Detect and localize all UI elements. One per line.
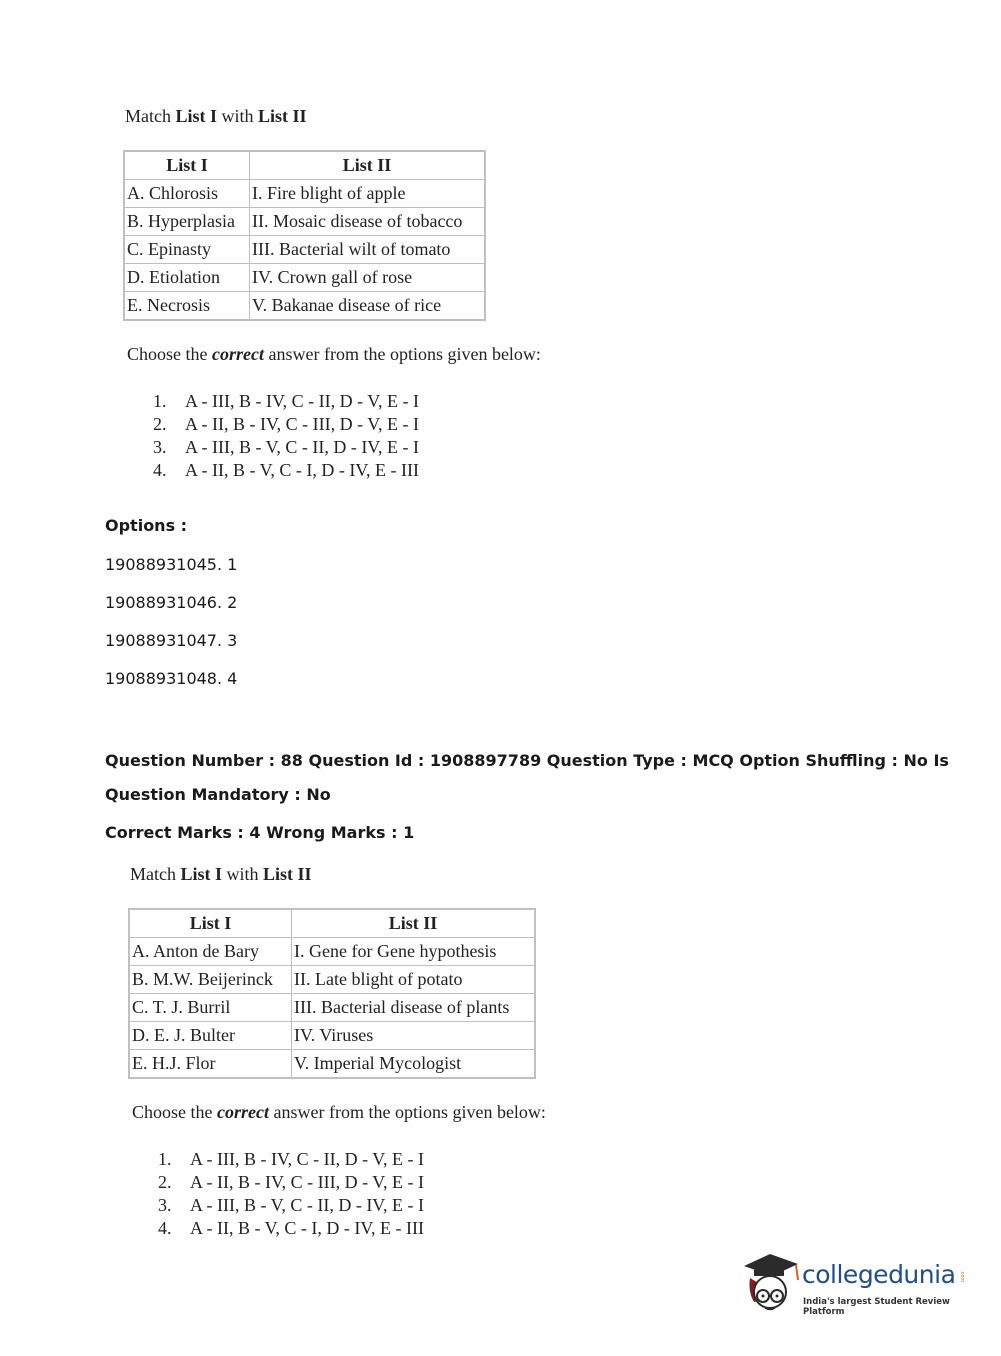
option-item-3: 19088931047. 3 [105, 631, 238, 650]
table-row: C. T. J. Burril III. Bacterial disease of plants [129, 994, 535, 1022]
list1-header: List I [129, 909, 292, 938]
list2-header: List II [250, 151, 486, 180]
options-label: Options : [105, 516, 188, 535]
list-item: 4. A - II, B - V, C - I, D - IV, E - III [158, 1218, 424, 1238]
table-row: A. Chlorosis I. Fire blight of apple [124, 180, 485, 208]
list2-header: List II [292, 909, 536, 938]
question1-intro: Match List I with List II [125, 106, 307, 126]
table-row: E. Necrosis V. Bakanae disease of rice [124, 292, 485, 321]
question-marks: Correct Marks : 4 Wrong Marks : 1 [105, 823, 415, 842]
table-row: D. E. J. Bulter IV. Viruses [129, 1022, 535, 1050]
option-item-2: 19088931046. 2 [105, 593, 238, 612]
collegedunia-logo[interactable] [740, 1250, 980, 1320]
list-item: 2. A - II, B - IV, C - III, D - V, E - I [153, 414, 419, 434]
logo-tagline: India's largest Student Review Platform [803, 1297, 950, 1317]
question1-choose-text: Choose the correct answer from the options given below: [127, 344, 541, 364]
option-item-1: 19088931045. 1 [105, 555, 238, 574]
option-item-4: 19088931048. 4 [105, 669, 238, 688]
question-info-line2: Question Mandatory : No [105, 785, 331, 804]
logo-dotcom: .com [959, 1270, 965, 1283]
table-header-row [129, 909, 535, 938]
list-item: 1. A - III, B - IV, C - II, D - V, E - I [158, 1149, 424, 1169]
table-header-row [124, 151, 485, 180]
question1-image [125, 106, 541, 482]
list-item: 3. A - III, B - V, C - II, D - IV, E - I [153, 437, 419, 457]
list-item: 1. A - III, B - IV, C - II, D - V, E - I [153, 391, 419, 411]
table-row: B. M.W. Beijerinck II. Late blight of potato [129, 966, 535, 994]
table-row: E. H.J. Flor V. Imperial Mycologist [129, 1050, 535, 1079]
table-row: D. Etiolation IV. Crown gall of rose [124, 264, 485, 292]
table-row: A. Anton de Bary I. Gene for Gene hypothesis [129, 938, 535, 966]
question2-image [130, 864, 546, 1240]
question1-match-table [123, 150, 486, 321]
list1-header: List I [124, 151, 250, 180]
table-row: B. Hyperplasia II. Mosaic disease of tobacco [124, 208, 485, 236]
table-row: C. Epinasty III. Bacterial wilt of tomato [124, 236, 485, 264]
logo-brand-text: collegedunia [802, 1260, 956, 1289]
question-info-line1: Question Number : 88 Question Id : 1908897789 Question Type : MCQ Option Shuffling : No Is [105, 751, 949, 770]
list-item: 3. A - III, B - V, C - II, D - IV, E - I [158, 1195, 424, 1215]
list-item: 4. A - II, B - V, C - I, D - IV, E - III [153, 460, 419, 480]
question2-intro: Match List I with List II [130, 864, 312, 884]
question2-choose-text: Choose the correct answer from the options given below: [132, 1102, 546, 1122]
question2-answer-list [130, 1148, 546, 1240]
question2-match-table [128, 908, 536, 1079]
list-item: 2. A - II, B - IV, C - III, D - V, E - I [158, 1172, 424, 1192]
student-mascot-icon [740, 1250, 802, 1316]
question1-answer-list [125, 390, 541, 482]
